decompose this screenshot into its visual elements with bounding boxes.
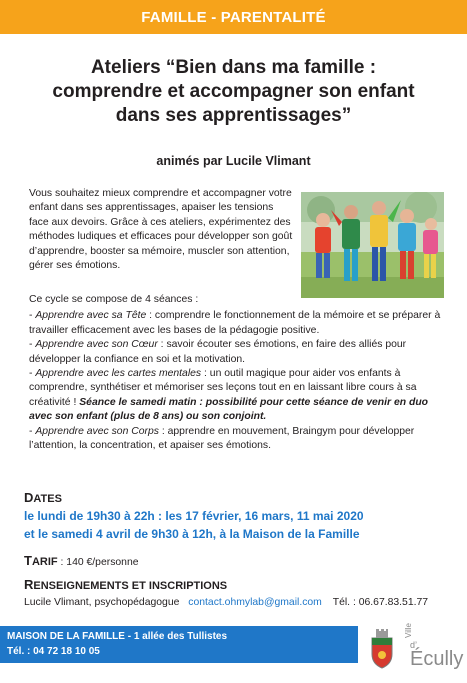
contact-row [24, 597, 464, 608]
tarif-section [24, 553, 139, 568]
dates-heading-rest: ATES [33, 493, 62, 505]
session-4: - Apprendre avec son Corps : apprendre en mouvement, Braingym pour développer l’attention, la concentration, et apaiser ses émotions. [29, 425, 415, 452]
title-line-1: Ateliers “Bien dans ma famille : [90, 57, 377, 78]
tarif-heading-rest: ARIF [31, 556, 58, 568]
session-4-title: Apprendre avec son Corps [35, 425, 159, 437]
footer-phone: Tél. : 04 72 18 10 05 [7, 646, 100, 657]
cycle-lead: Ce cycle se compose de 4 séances : [29, 294, 199, 305]
session-3-title: Apprendre avec les cartes mentales [35, 368, 202, 380]
header-banner [0, 0, 467, 34]
session-4-text: : apprendre en mouvement, Braingym pour développer l’attention, la concentration, et apaiser ses émotions. [29, 425, 415, 452]
logo-prefix: d’ [410, 640, 418, 650]
tarif-heading-cap: T [24, 553, 32, 568]
banner-title: FAMILLE - PARENTALITÉ [141, 8, 326, 26]
session-3-text: : un outil magique pour aider vos enfants à comprendre, synthétiser et mémoriser ses leçons tout en en laissant libre cours à sa créativité ! [29, 368, 417, 408]
logo-ville: Ville [404, 623, 413, 638]
dates-heading-cap: D [24, 490, 34, 505]
contact-name: Lucile Vlimant, psychopédagogue [24, 597, 180, 608]
session-1-title: Apprendre avec sa Tête [35, 310, 147, 322]
contact-heading [24, 577, 464, 592]
page-title [10, 56, 457, 128]
children-superheroes-photo [301, 192, 444, 298]
dates-line-2: et le samedi 4 avril de 9h30 à 12h, à la Maison de la Famille [24, 527, 360, 541]
contact-section [24, 577, 464, 608]
session-2-title: Apprendre avec son Cœur [35, 339, 158, 351]
dates-heading [24, 490, 454, 505]
session-1: - Apprendre avec sa Tête : comprendre le fonctionnement de la mémoire et se préparer à travailler efficacement avec les bases de la pédagogie positive. [29, 310, 441, 336]
dates-section [24, 490, 454, 542]
title-line-2: comprendre et accompagner son enfant [52, 81, 415, 102]
dates-line-1: le lundi de 19h30 à 22h : les 17 février, 16 mars, 11 mai 2020 [24, 509, 364, 523]
contact-phone: Tél. : 06.67.83.51.77 [332, 597, 429, 608]
tarif-value: : 140 €/personne [57, 557, 139, 568]
logo-name: Écully [410, 648, 464, 670]
cycle-section [29, 293, 444, 453]
contact-heading-cap: R [24, 577, 34, 592]
contact-email-link[interactable]: contact.ohmylab@gmail.com [188, 597, 322, 608]
session-2-text: : savoir écouter ses émotions, en faire des alliés pour développer la confiance en soi et la motivation. [29, 339, 407, 365]
footer [0, 623, 467, 681]
tarif-heading [24, 553, 58, 568]
session-3-note: Séance le samedi matin : possibilité pour cette séance de venir en duo avec son enfant (plus de 8 ans) ou son conjoint. [29, 396, 429, 423]
footer-address-band [0, 626, 358, 663]
footer-address: MAISON DE LA FAMILLE - 1 allée des Tullistes [7, 631, 228, 642]
contact-heading-rest: ENSEIGNEMENTS ET INSCRIPTIONS [33, 580, 228, 592]
title-line-3: dans ses apprentissages” [115, 105, 352, 126]
session-2: - Apprendre avec son Cœur : savoir écouter ses émotions, en faire des alliés pour développer la confiance en soi et la motivation. [29, 339, 407, 365]
ecully-logo [366, 623, 464, 678]
session-3: - Apprendre avec les cartes mentales : un outil magique pour aider vos enfants à comprendre, synthétiser et mémoriser ses leçons tout en en laissant libre cours à sa créativité ! Séance le samedi matin : possibilité pour cette séance de venir en duo avec son enfant (plus de 8 ans) ou son conjoint. [29, 368, 429, 423]
subtitle: animés par Lucile Vlimant [156, 154, 311, 168]
session-1-text: : comprendre le fonctionnement de la mémoire et se préparer à travailler efficacement avec les bases de la pédagogie positive. [29, 310, 441, 336]
intro-paragraph: Vous souhaitez mieux comprendre et accompagner votre enfant dans ses apprentissages, apaiser les tensions face aux devoirs. Grâce à ces ateliers, expérimentez des méthodes ludiques et efficaces pour développer son goût d’apprendre, booster sa mémoire, muscler son attention, gérer ses émotions. [29, 188, 293, 272]
